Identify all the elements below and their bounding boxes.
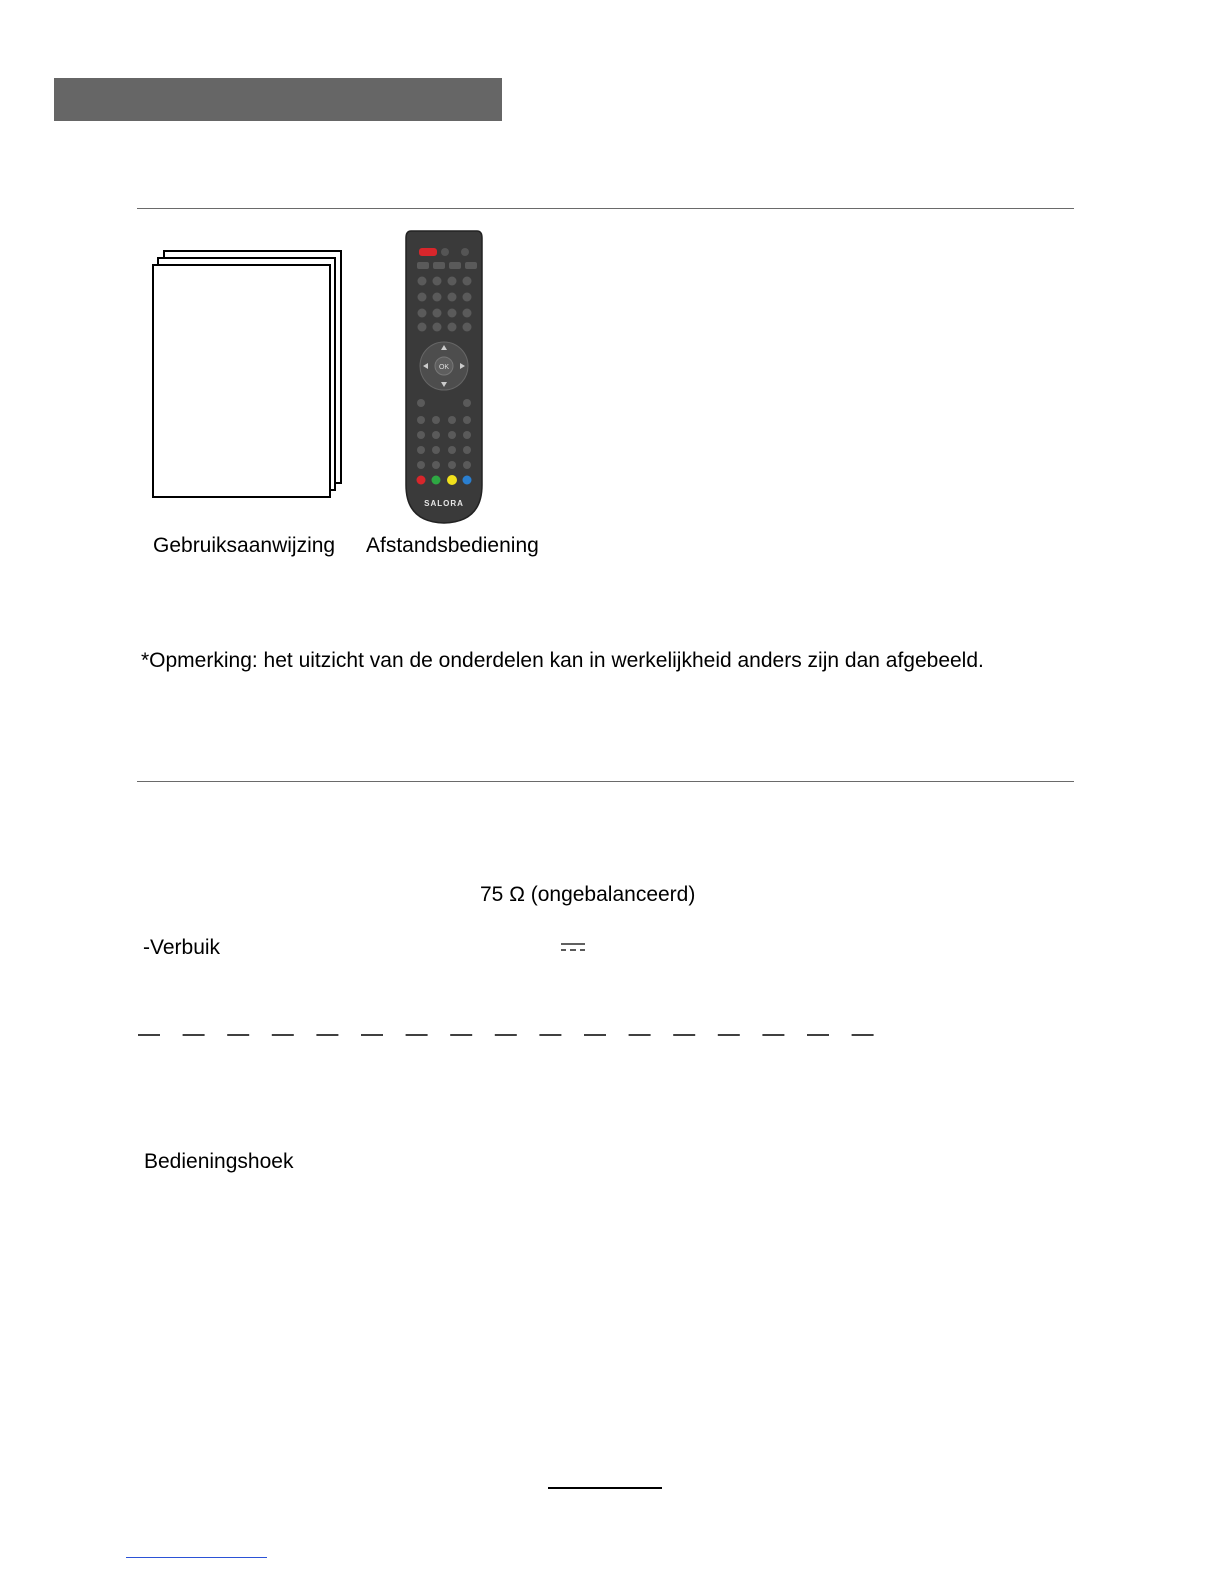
caption-manual: Gebruiksaanwijzing [153, 534, 336, 557]
dashed-separator [138, 1033, 878, 1037]
section-header-bar [54, 78, 502, 121]
consumption-label: -Verbuik [143, 936, 221, 959]
divider-middle [137, 781, 1074, 782]
manual-icon [152, 250, 344, 500]
divider-top [137, 208, 1074, 209]
caption-remote: Afstandsbediening [366, 534, 539, 557]
footer-link-underline[interactable] [126, 1557, 267, 1558]
remote-control-icon [405, 230, 483, 525]
remote-ok-label: OK [438, 364, 450, 371]
dc-symbol-icon [561, 940, 585, 954]
note-text: *Opmerking: het uitzicht van de onderdelen kan in werkelijkheid anders zijn dan afgebeeld. [141, 649, 984, 672]
remote-brand-logo: SALORA [424, 499, 464, 508]
angle-label: Bedieningshoek [144, 1150, 294, 1173]
impedance-value: 75 Ω (ongebalanceerd) [480, 883, 696, 906]
footer-rule [548, 1487, 662, 1489]
